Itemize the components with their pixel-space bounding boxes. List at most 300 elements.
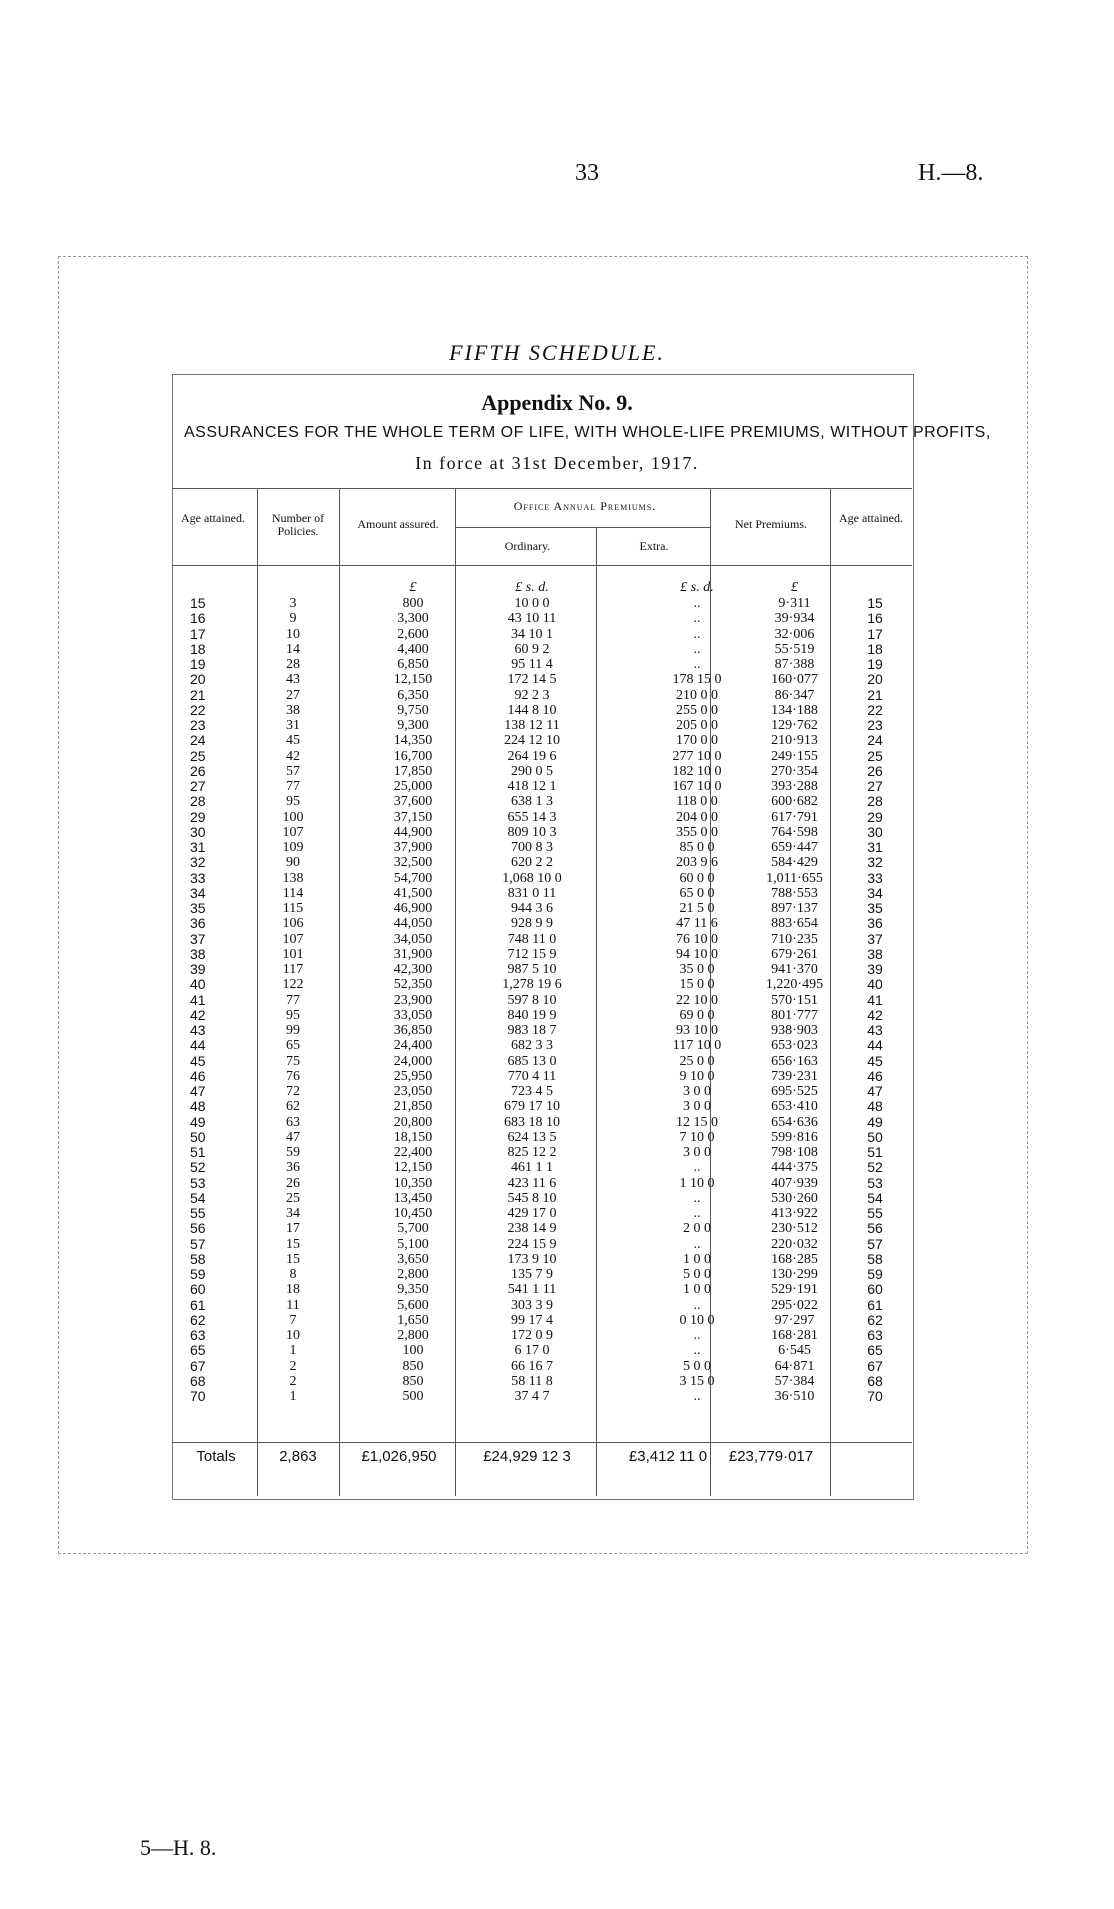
age-cell: 55 xyxy=(190,1205,206,1221)
table-row xyxy=(172,642,912,657)
age-right-cell: 50 xyxy=(867,1128,883,1145)
extra-cell: 5 0 0 xyxy=(683,1358,711,1374)
net-cell: 160·077 xyxy=(771,672,818,688)
totals-row xyxy=(172,1448,912,1472)
ordinary-cell: 303 3 9 xyxy=(511,1297,553,1313)
age-right-cell: 43 xyxy=(867,1022,883,1038)
age-cell: 36 xyxy=(190,915,206,932)
table-row xyxy=(172,779,912,794)
age-cell: 54 xyxy=(190,1189,206,1206)
table-subtitle: In force at 31st December, 1917. xyxy=(415,453,699,473)
age-cell: 56 xyxy=(190,1220,206,1237)
ordinary-cell: 682 3 3 xyxy=(511,1038,553,1054)
age-right-cell: 33 xyxy=(867,869,883,886)
amount-cell: 12,150 xyxy=(393,1160,433,1176)
schedule-title: FIFTH SCHEDULE. xyxy=(449,340,665,365)
age-cell: 68 xyxy=(190,1372,206,1389)
policies-cell: 77 xyxy=(286,992,300,1008)
table-row xyxy=(172,1282,912,1297)
extra-cell: 35 0 0 xyxy=(679,962,715,977)
age-cell: 32 xyxy=(190,854,206,871)
table-row xyxy=(172,1389,912,1404)
ordinary-cell: 683 18 10 xyxy=(504,1114,560,1130)
age-right-cell: 65 xyxy=(867,1342,883,1359)
age-right-cell: 56 xyxy=(867,1220,883,1237)
ordinary-cell: 723 4 5 xyxy=(511,1084,553,1099)
amount-cell: 25,950 xyxy=(393,1068,433,1084)
net-cell: 6·545 xyxy=(778,1343,811,1359)
table-row xyxy=(172,1252,912,1267)
ordinary-cell: 99 17 4 xyxy=(511,1312,553,1328)
table-row xyxy=(172,1237,912,1252)
age-cell: 44 xyxy=(190,1037,206,1054)
age-right-cell: 15 xyxy=(867,595,883,611)
net-cell: 659·447 xyxy=(771,840,818,855)
table-row xyxy=(172,718,912,733)
page-number: 33 xyxy=(575,160,599,186)
age-right-cell: 52 xyxy=(867,1159,883,1176)
header-age: Age attained. xyxy=(181,511,245,525)
policies-cell: 109 xyxy=(282,840,304,855)
age-right-cell: 23 xyxy=(867,717,883,733)
age-right-cell: 44 xyxy=(867,1037,883,1054)
ordinary-cell: 987 5 10 xyxy=(507,962,557,977)
age-cell: 35 xyxy=(190,900,206,916)
net-cell: 656·163 xyxy=(771,1053,818,1069)
age-cell: 27 xyxy=(190,778,206,794)
age-cell: 43 xyxy=(190,1022,206,1038)
extra-cell: .. xyxy=(693,596,701,611)
extra-cell: .. xyxy=(693,1160,701,1176)
age-cell: 51 xyxy=(190,1144,206,1160)
table-row xyxy=(172,1069,912,1084)
ordinary-cell: 655 14 3 xyxy=(507,809,557,825)
amount-cell: 36,850 xyxy=(393,1023,433,1038)
unit-row xyxy=(172,580,912,596)
age-cell: 60 xyxy=(190,1281,206,1298)
age-right-cell: 18 xyxy=(867,640,883,657)
amount-cell: 34,050 xyxy=(393,931,433,947)
header-policies: Number of Policies. xyxy=(271,511,325,538)
amount-cell: 9,350 xyxy=(397,1282,429,1298)
amount-cell: 3,650 xyxy=(397,1251,429,1267)
policies-cell: 107 xyxy=(282,824,304,840)
policies-cell: 27 xyxy=(286,687,300,703)
table-row xyxy=(172,1054,912,1069)
table-row xyxy=(172,840,912,855)
policies-cell: 72 xyxy=(286,1084,300,1099)
extra-cell: 2 0 0 xyxy=(683,1221,711,1237)
totals-net: £23,779·017 xyxy=(728,1448,814,1465)
table-row xyxy=(172,1206,912,1221)
amount-cell: 2,600 xyxy=(397,626,429,642)
extra-cell: .. xyxy=(693,626,701,642)
policies-cell: 99 xyxy=(286,1023,300,1038)
totals-policies: 2,863 xyxy=(279,1448,317,1465)
extra-cell: 255 0 0 xyxy=(676,702,718,718)
age-right-cell: 28 xyxy=(867,793,883,810)
amount-cell: 2,800 xyxy=(397,1267,429,1282)
net-cell: 695·525 xyxy=(771,1084,818,1099)
ordinary-cell: 290 0 5 xyxy=(511,763,553,779)
age-right-cell: 70 xyxy=(867,1388,883,1404)
age-right-cell: 53 xyxy=(867,1174,883,1191)
age-cell: 25 xyxy=(190,747,206,764)
age-cell: 15 xyxy=(190,595,206,611)
age-cell: 22 xyxy=(190,701,206,718)
policies-cell: 76 xyxy=(286,1068,300,1084)
extra-cell: .. xyxy=(693,641,701,657)
policies-cell: 15 xyxy=(286,1251,300,1267)
age-cell: 52 xyxy=(190,1159,206,1176)
extra-cell: 21 5 0 xyxy=(679,901,715,916)
net-cell: 764·598 xyxy=(771,824,818,840)
table-row xyxy=(172,1130,912,1145)
ordinary-cell: 43 10 11 xyxy=(507,611,557,627)
age-cell: 46 xyxy=(190,1067,206,1084)
net-cell: 654·636 xyxy=(771,1114,818,1130)
age-right-cell: 34 xyxy=(867,884,883,901)
table-row xyxy=(172,871,912,886)
ordinary-cell: 95 11 4 xyxy=(511,657,553,672)
policies-cell: 14 xyxy=(286,641,300,657)
age-right-cell: 24 xyxy=(867,732,883,749)
policies-cell: 75 xyxy=(286,1053,300,1069)
age-cell: 65 xyxy=(190,1342,206,1359)
amount-cell: 22,400 xyxy=(393,1145,433,1160)
policies-cell: 57 xyxy=(286,763,300,779)
totals-ordinary: £24,929 12 3 xyxy=(483,1448,571,1465)
age-right-cell: 36 xyxy=(867,915,883,932)
extra-cell: 5 0 0 xyxy=(683,1267,711,1282)
extra-cell: 47 11 6 xyxy=(676,916,718,932)
table-row xyxy=(172,1038,912,1053)
table-row xyxy=(172,672,912,687)
table-title: ASSURANCES FOR THE WHOLE TERM OF LIFE, WITH WHOLE-LIFE PREMIUMS, WITHOUT PROFITS, xyxy=(184,424,991,441)
extra-cell: .. xyxy=(693,1328,701,1343)
age-right-cell: 32 xyxy=(867,854,883,871)
ordinary-cell: 983 18 7 xyxy=(507,1023,557,1038)
policies-cell: 114 xyxy=(282,885,304,901)
table-row xyxy=(172,657,912,672)
net-cell: 883·654 xyxy=(771,916,818,932)
net-cell: 168·281 xyxy=(771,1328,818,1343)
table-row xyxy=(172,1298,912,1313)
net-cell: 798·108 xyxy=(771,1145,818,1160)
table-row xyxy=(172,810,912,825)
table-body xyxy=(172,596,912,1404)
extra-cell: 9 10 0 xyxy=(679,1068,715,1084)
amount-cell: 10,350 xyxy=(393,1175,433,1191)
net-cell: 529·191 xyxy=(771,1282,818,1298)
amount-cell: 6,350 xyxy=(397,687,429,703)
policies-cell: 17 xyxy=(286,1221,300,1237)
page-reference: H.—8. xyxy=(918,160,984,186)
age-cell: 47 xyxy=(190,1083,206,1099)
extra-cell: 182 10 0 xyxy=(672,763,722,779)
net-cell: 32·006 xyxy=(774,626,815,642)
ordinary-cell: 429 17 0 xyxy=(507,1206,557,1221)
ordinary-cell: 712 15 9 xyxy=(507,946,557,962)
age-right-cell: 20 xyxy=(867,671,883,688)
amount-cell: 16,700 xyxy=(393,748,433,764)
policies-cell: 117 xyxy=(282,962,304,977)
amount-cell: 54,700 xyxy=(393,870,433,886)
age-cell: 49 xyxy=(190,1113,206,1130)
age-right-cell: 40 xyxy=(867,976,883,993)
header-age-right: Age attained. xyxy=(839,511,903,525)
extra-cell: 12 15 0 xyxy=(676,1114,718,1130)
table-row xyxy=(172,1008,912,1023)
table-row xyxy=(172,688,912,703)
totals-rule xyxy=(172,1442,912,1443)
extra-cell: 0 10 0 xyxy=(679,1312,715,1328)
age-right-cell: 62 xyxy=(867,1311,883,1328)
age-right-cell: 29 xyxy=(867,808,883,825)
age-cell: 67 xyxy=(190,1357,206,1374)
amount-cell: 18,150 xyxy=(393,1129,433,1145)
age-cell: 59 xyxy=(190,1266,206,1282)
extra-cell: 118 0 0 xyxy=(676,794,718,810)
table-row xyxy=(172,1221,912,1236)
amount-cell: 5,600 xyxy=(397,1297,429,1313)
policies-cell: 1 xyxy=(289,1389,297,1404)
table-row xyxy=(172,947,912,962)
ordinary-cell: 461 1 1 xyxy=(511,1160,553,1176)
ordinary-cell: 138 12 11 xyxy=(504,718,560,733)
age-cell: 61 xyxy=(190,1296,206,1313)
age-right-cell: 31 xyxy=(867,839,883,855)
age-right-cell: 39 xyxy=(867,961,883,977)
age-right-cell: 27 xyxy=(867,778,883,794)
policies-cell: 95 xyxy=(286,794,300,810)
totals-extra: £3,412 11 0 xyxy=(628,1448,708,1465)
amount-cell: 37,900 xyxy=(393,840,433,855)
policies-cell: 43 xyxy=(286,672,300,688)
table-row xyxy=(172,993,912,1008)
amount-cell: 44,900 xyxy=(393,824,433,840)
amount-cell: 52,350 xyxy=(393,977,433,993)
extra-cell: 117 10 0 xyxy=(672,1038,722,1054)
extra-cell: 94 10 0 xyxy=(676,946,718,962)
net-cell: 710·235 xyxy=(771,931,818,947)
table-row xyxy=(172,703,912,718)
table-row xyxy=(172,855,912,870)
extra-cell: 3 0 0 xyxy=(683,1084,711,1099)
age-right-cell: 67 xyxy=(867,1357,883,1374)
age-right-cell: 48 xyxy=(867,1098,883,1115)
net-cell: 739·231 xyxy=(771,1068,818,1084)
amount-cell: 10,450 xyxy=(393,1206,433,1221)
extra-cell: 93 10 0 xyxy=(676,1023,718,1038)
age-right-cell: 30 xyxy=(867,823,883,840)
age-right-cell: 57 xyxy=(867,1235,883,1252)
net-cell: 407·939 xyxy=(771,1175,818,1191)
extra-cell: 3 0 0 xyxy=(683,1145,711,1160)
extra-cell: .. xyxy=(693,1297,701,1313)
net-cell: 938·903 xyxy=(771,1023,818,1038)
table-row xyxy=(172,749,912,764)
header-split-rule xyxy=(455,527,710,528)
extra-cell: 3 15 0 xyxy=(679,1373,715,1389)
extra-cell: 22 10 0 xyxy=(676,992,718,1008)
header-amount: Amount assured. xyxy=(357,517,439,531)
ordinary-cell: 423 11 6 xyxy=(507,1175,557,1191)
net-cell: 9·311 xyxy=(778,596,811,611)
policies-cell: 90 xyxy=(286,855,300,871)
age-right-cell: 63 xyxy=(867,1327,883,1343)
header-extra: Extra. xyxy=(639,539,669,553)
age-cell: 34 xyxy=(190,884,206,901)
age-cell: 33 xyxy=(190,869,206,886)
table-row xyxy=(172,733,912,748)
policies-cell: 106 xyxy=(282,916,304,932)
age-cell: 19 xyxy=(190,656,206,672)
table-row xyxy=(172,962,912,977)
ordinary-cell: 831 0 11 xyxy=(507,885,557,901)
age-right-cell: 21 xyxy=(867,686,883,703)
policies-cell: 15 xyxy=(286,1236,300,1252)
net-cell: 64·871 xyxy=(774,1358,815,1374)
extra-cell: 15 0 0 xyxy=(679,977,715,993)
ordinary-cell: 809 10 3 xyxy=(507,824,557,840)
amount-cell: 12,150 xyxy=(393,672,433,688)
policies-cell: 47 xyxy=(286,1129,300,1145)
net-cell: 413·922 xyxy=(771,1206,818,1221)
ordinary-cell: 541 1 11 xyxy=(507,1282,557,1298)
age-cell: 39 xyxy=(190,961,206,977)
net-cell: 168·285 xyxy=(771,1251,818,1267)
table-row xyxy=(172,1374,912,1389)
amount-cell: 14,350 xyxy=(393,733,433,749)
age-cell: 17 xyxy=(190,625,206,642)
age-cell: 40 xyxy=(190,976,206,993)
table-row xyxy=(172,1176,912,1191)
net-cell: 210·913 xyxy=(771,733,818,749)
policies-cell: 18 xyxy=(286,1282,300,1298)
amount-cell: 21,850 xyxy=(393,1099,433,1115)
extra-cell: 355 0 0 xyxy=(676,824,718,840)
policies-cell: 122 xyxy=(282,977,304,993)
policies-cell: 8 xyxy=(289,1267,297,1282)
age-right-cell: 26 xyxy=(867,762,883,779)
ordinary-cell: 58 11 8 xyxy=(511,1373,553,1389)
policies-cell: 36 xyxy=(286,1160,300,1176)
net-cell: 249·155 xyxy=(771,748,818,764)
amount-cell: 33,050 xyxy=(393,1007,433,1023)
table-row xyxy=(172,611,912,626)
policies-cell: 10 xyxy=(286,626,300,642)
table-row xyxy=(172,1084,912,1099)
ordinary-cell: 37 4 7 xyxy=(514,1389,550,1404)
table-row xyxy=(172,1023,912,1038)
amount-cell: 25,000 xyxy=(393,779,433,794)
policies-cell: 7 xyxy=(289,1312,297,1328)
policies-cell: 10 xyxy=(286,1328,300,1343)
age-cell: 29 xyxy=(190,808,206,825)
amount-cell: 5,700 xyxy=(397,1221,429,1237)
extra-cell: 178 15 0 xyxy=(672,672,722,688)
ordinary-cell: 928 9 9 xyxy=(511,916,553,932)
age-right-cell: 45 xyxy=(867,1052,883,1069)
age-cell: 42 xyxy=(190,1006,206,1023)
age-cell: 28 xyxy=(190,793,206,810)
extra-cell: 1 0 0 xyxy=(683,1251,711,1267)
ordinary-cell: 624 13 5 xyxy=(507,1129,557,1145)
policies-cell: 3 xyxy=(289,596,297,611)
ordinary-cell: 620 2 2 xyxy=(511,855,553,871)
policies-cell: 9 xyxy=(289,611,297,627)
table-row xyxy=(172,1099,912,1114)
net-cell: 97·297 xyxy=(774,1312,815,1328)
ordinary-cell: 92 2 3 xyxy=(514,687,550,703)
extra-cell: 85 0 0 xyxy=(679,840,715,855)
amount-cell: 24,000 xyxy=(393,1053,433,1069)
net-cell: 444·375 xyxy=(771,1160,818,1176)
amount-cell: 800 xyxy=(402,596,424,611)
policies-cell: 95 xyxy=(286,1007,300,1023)
table-row xyxy=(172,1267,912,1282)
totals-amount: £1,026,950 xyxy=(361,1448,437,1465)
ordinary-cell: 770 4 11 xyxy=(507,1068,557,1084)
policies-cell: 107 xyxy=(282,931,304,947)
policies-cell: 2 xyxy=(289,1373,297,1389)
age-cell: 62 xyxy=(190,1311,206,1328)
ordinary-cell: 144 8 10 xyxy=(507,702,557,718)
amount-cell: 37,150 xyxy=(393,809,433,825)
extra-cell: .. xyxy=(693,1343,701,1359)
extra-cell: 167 10 0 xyxy=(672,779,722,794)
net-cell: 130·299 xyxy=(771,1267,818,1282)
ordinary-cell: 700 8 3 xyxy=(511,840,553,855)
age-right-cell: 61 xyxy=(867,1296,883,1313)
net-cell: 230·512 xyxy=(771,1221,818,1237)
ordinary-cell: 224 12 10 xyxy=(504,733,560,749)
net-cell: 220·032 xyxy=(771,1236,818,1252)
table-row xyxy=(172,596,912,611)
amount-cell: 1,650 xyxy=(397,1312,429,1328)
ordinary-cell: 679 17 10 xyxy=(504,1099,560,1115)
table-row xyxy=(172,1115,912,1130)
ordinary-cell: 224 15 9 xyxy=(507,1236,557,1252)
extra-cell: 65 0 0 xyxy=(679,885,715,901)
amount-cell: 23,900 xyxy=(393,992,433,1008)
policies-cell: 11 xyxy=(286,1297,300,1313)
age-right-cell: 37 xyxy=(867,930,883,947)
ordinary-cell: 60 9 2 xyxy=(514,641,550,657)
age-cell: 41 xyxy=(190,991,206,1008)
ordinary-cell: 264 19 6 xyxy=(507,748,557,764)
table-row xyxy=(172,1359,912,1374)
policies-cell: 2 xyxy=(289,1358,297,1374)
net-cell: 87·388 xyxy=(774,657,815,672)
ordinary-cell: 135 7 9 xyxy=(511,1267,553,1282)
amount-cell: 24,400 xyxy=(393,1038,433,1054)
header-net: Net Premiums. xyxy=(735,517,807,531)
extra-cell: .. xyxy=(693,1206,701,1221)
extra-cell: 277 10 0 xyxy=(672,748,722,764)
extra-cell: 60 0 0 xyxy=(679,870,715,886)
net-cell: 600·682 xyxy=(771,794,818,810)
net-cell: 1,011·655 xyxy=(766,870,823,886)
net-cell: 617·791 xyxy=(771,809,818,825)
amount-cell: 31,900 xyxy=(393,946,433,962)
net-cell: 39·934 xyxy=(774,611,815,627)
net-cell: 941·370 xyxy=(771,962,818,977)
extra-cell: 210 0 0 xyxy=(676,687,718,703)
ordinary-cell: 10 0 0 xyxy=(514,596,550,611)
amount-cell: 41,500 xyxy=(393,885,433,901)
